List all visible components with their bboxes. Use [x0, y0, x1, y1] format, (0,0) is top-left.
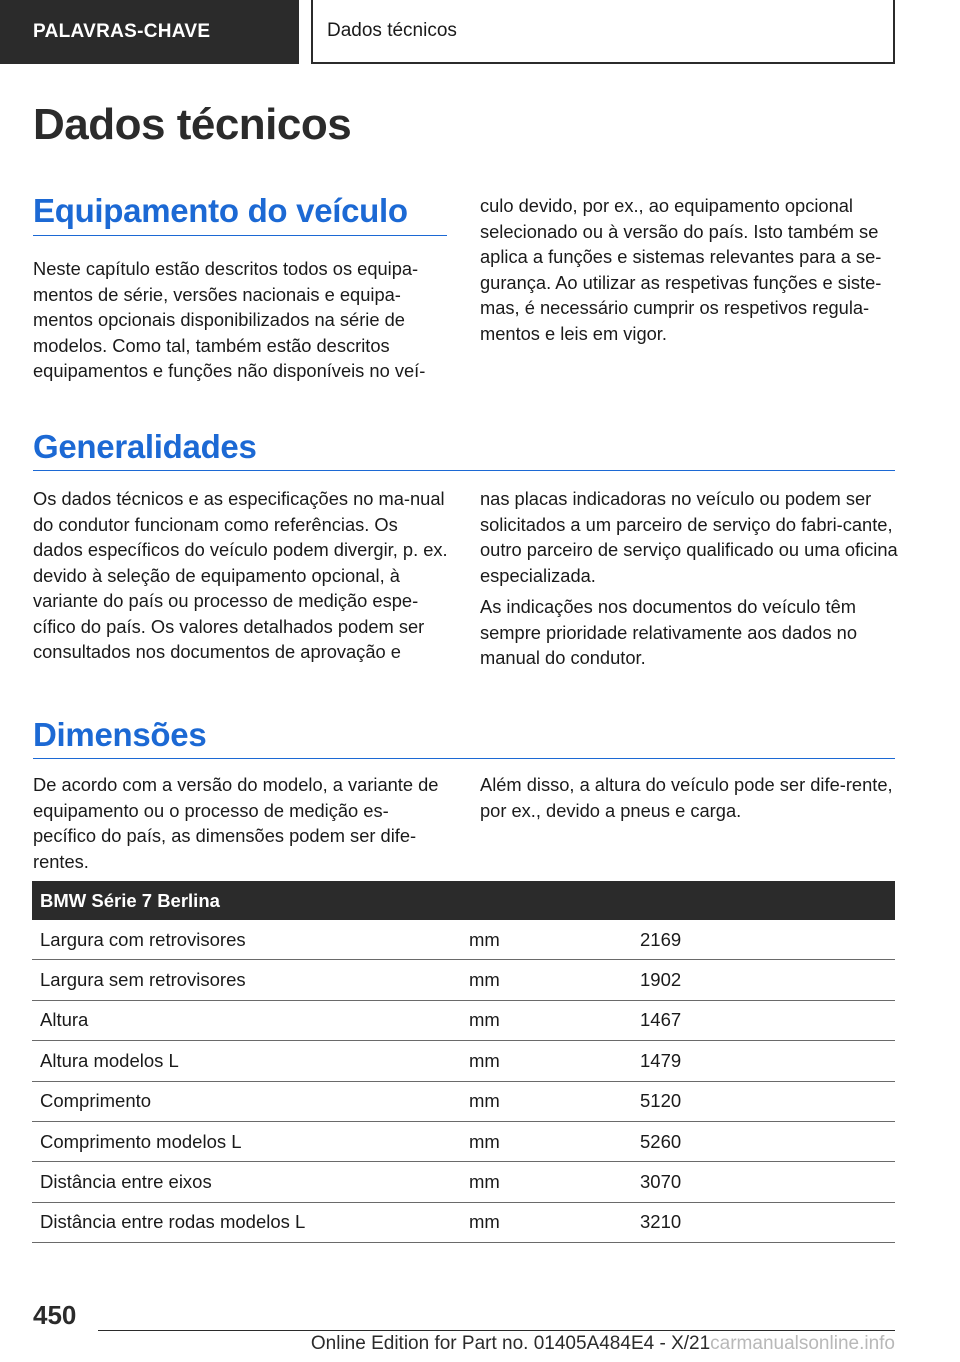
header-section-label: Dados técnicos: [327, 20, 457, 41]
table-row: [32, 960, 895, 1000]
dimensoes-col2-text: Além disso, a altura do veículo pode ser dife-rente, por ex., devido a pneus e carga.: [480, 774, 893, 821]
row-unit: mm: [461, 1162, 632, 1202]
row-value: 2169: [632, 920, 895, 960]
row-label: Distância entre eixos: [32, 1162, 461, 1202]
table-title: BMW Série 7 Berlina: [32, 881, 895, 920]
row-label: Comprimento: [32, 1081, 461, 1121]
row-label: Largura sem retrovisores: [32, 960, 461, 1000]
table-row: [32, 1081, 895, 1121]
row-unit: mm: [461, 1081, 632, 1121]
row-value: 5260: [632, 1121, 895, 1161]
dimensoes-col1-text: De acordo com a versão do modelo, a variante de equipamento ou o processo de medição es-pecífico do país, as dimensões podem ser dife-rentes.: [33, 774, 439, 872]
row-value: 1467: [632, 1000, 895, 1040]
header-section: [311, 0, 895, 64]
footer-edition-text: Online Edition for Part no. 01405A484E4 - X/21: [310, 1333, 711, 1354]
header-tab-label: PALAVRAS-CHAVE: [33, 21, 211, 42]
row-unit: mm: [461, 1000, 632, 1040]
row-value: 3210: [632, 1202, 895, 1242]
dimensoes-col2: [480, 772, 898, 823]
row-unit: mm: [461, 1202, 632, 1242]
dimensions-table: [32, 881, 895, 1243]
section-heading-dimensoes: Dimensões: [33, 716, 207, 753]
row-unit: mm: [461, 920, 632, 960]
section-heading-generalidades: Generalidades: [33, 428, 257, 465]
row-label: Largura com retrovisores: [32, 920, 461, 960]
table-row: [32, 920, 895, 960]
generalidades-col1: [33, 486, 451, 665]
generalidades-col2-p1: nas placas indicadoras no veículo ou podem ser solicitados a um parceiro de serviço do fabri-cante, outro parceiro de serviço qualificado ou uma oficina especializada.: [480, 488, 898, 586]
table-row: [32, 1202, 895, 1242]
footer-edition: [308, 1333, 895, 1355]
row-value: 3070: [632, 1162, 895, 1202]
section-rule-generalidades: [33, 470, 895, 471]
row-label: Altura modelos L: [32, 1041, 461, 1081]
row-unit: mm: [461, 1121, 632, 1161]
table-header-row: [32, 881, 895, 920]
row-value: 1902: [632, 960, 895, 1000]
dimensoes-col1: [33, 772, 451, 874]
row-label: Altura: [32, 1000, 461, 1040]
section-rule-dimensoes: [33, 758, 895, 759]
generalidades-col2-p2: As indicações nos documentos do veículo têm sempre prioridade relativamente aos dados no manual do condutor.: [480, 596, 858, 668]
row-unit: mm: [461, 960, 632, 1000]
generalidades-col1-text: Os dados técnicos e as especificações no ma-nual do condutor funcionam como referências. Os dados específicos do veículo podem divergir, p. ex. devido à seleção de equipamento opcional, à variante do país ou processo de medição espe-cífico do país. Os valores detalhados podem ser consultados nos documentos de aprovação e: [33, 488, 448, 662]
section-heading-equipamento: Equipamento do veículo: [33, 192, 408, 229]
header-tab[interactable]: [0, 0, 299, 64]
equipamento-col1-text: Neste capítulo estão descritos todos os equipa-mentos de série, versões nacionais e equipa-mentos opcionais disponibilizados na série de modelos. Como tal, também estão descritos equipamentos e funções não disponíveis no veí-: [33, 258, 426, 381]
page-number: 450: [33, 1300, 77, 1330]
table-row: [32, 1041, 895, 1081]
table-row: [32, 1121, 895, 1161]
table-row: [32, 1000, 895, 1040]
row-label: Comprimento modelos L: [32, 1121, 461, 1161]
row-label: Distância entre rodas modelos L: [32, 1202, 461, 1242]
generalidades-col2: [480, 486, 898, 671]
row-value: 1479: [632, 1041, 895, 1081]
section-rule-equipamento: [33, 235, 447, 236]
page-title: Dados técnicos: [33, 100, 352, 149]
row-value: 5120: [632, 1081, 895, 1121]
footer-rule: [98, 1330, 895, 1331]
equipamento-col2: [480, 193, 898, 346]
equipamento-col2-text: culo devido, por ex., ao equipamento opcional selecionado ou à versão do país. Isto também se aplica a funções e sistemas relevantes para a se-gurança. Ao utilizar as respetivas funções e siste-mas, é necessário cumprir os respetivos regula-mentos e leis em vigor.: [480, 195, 882, 344]
equipamento-col1: [33, 256, 451, 384]
row-unit: mm: [461, 1041, 632, 1081]
footer-brand[interactable]: carmanualsonline.info: [710, 1333, 895, 1354]
table-row: [32, 1162, 895, 1202]
